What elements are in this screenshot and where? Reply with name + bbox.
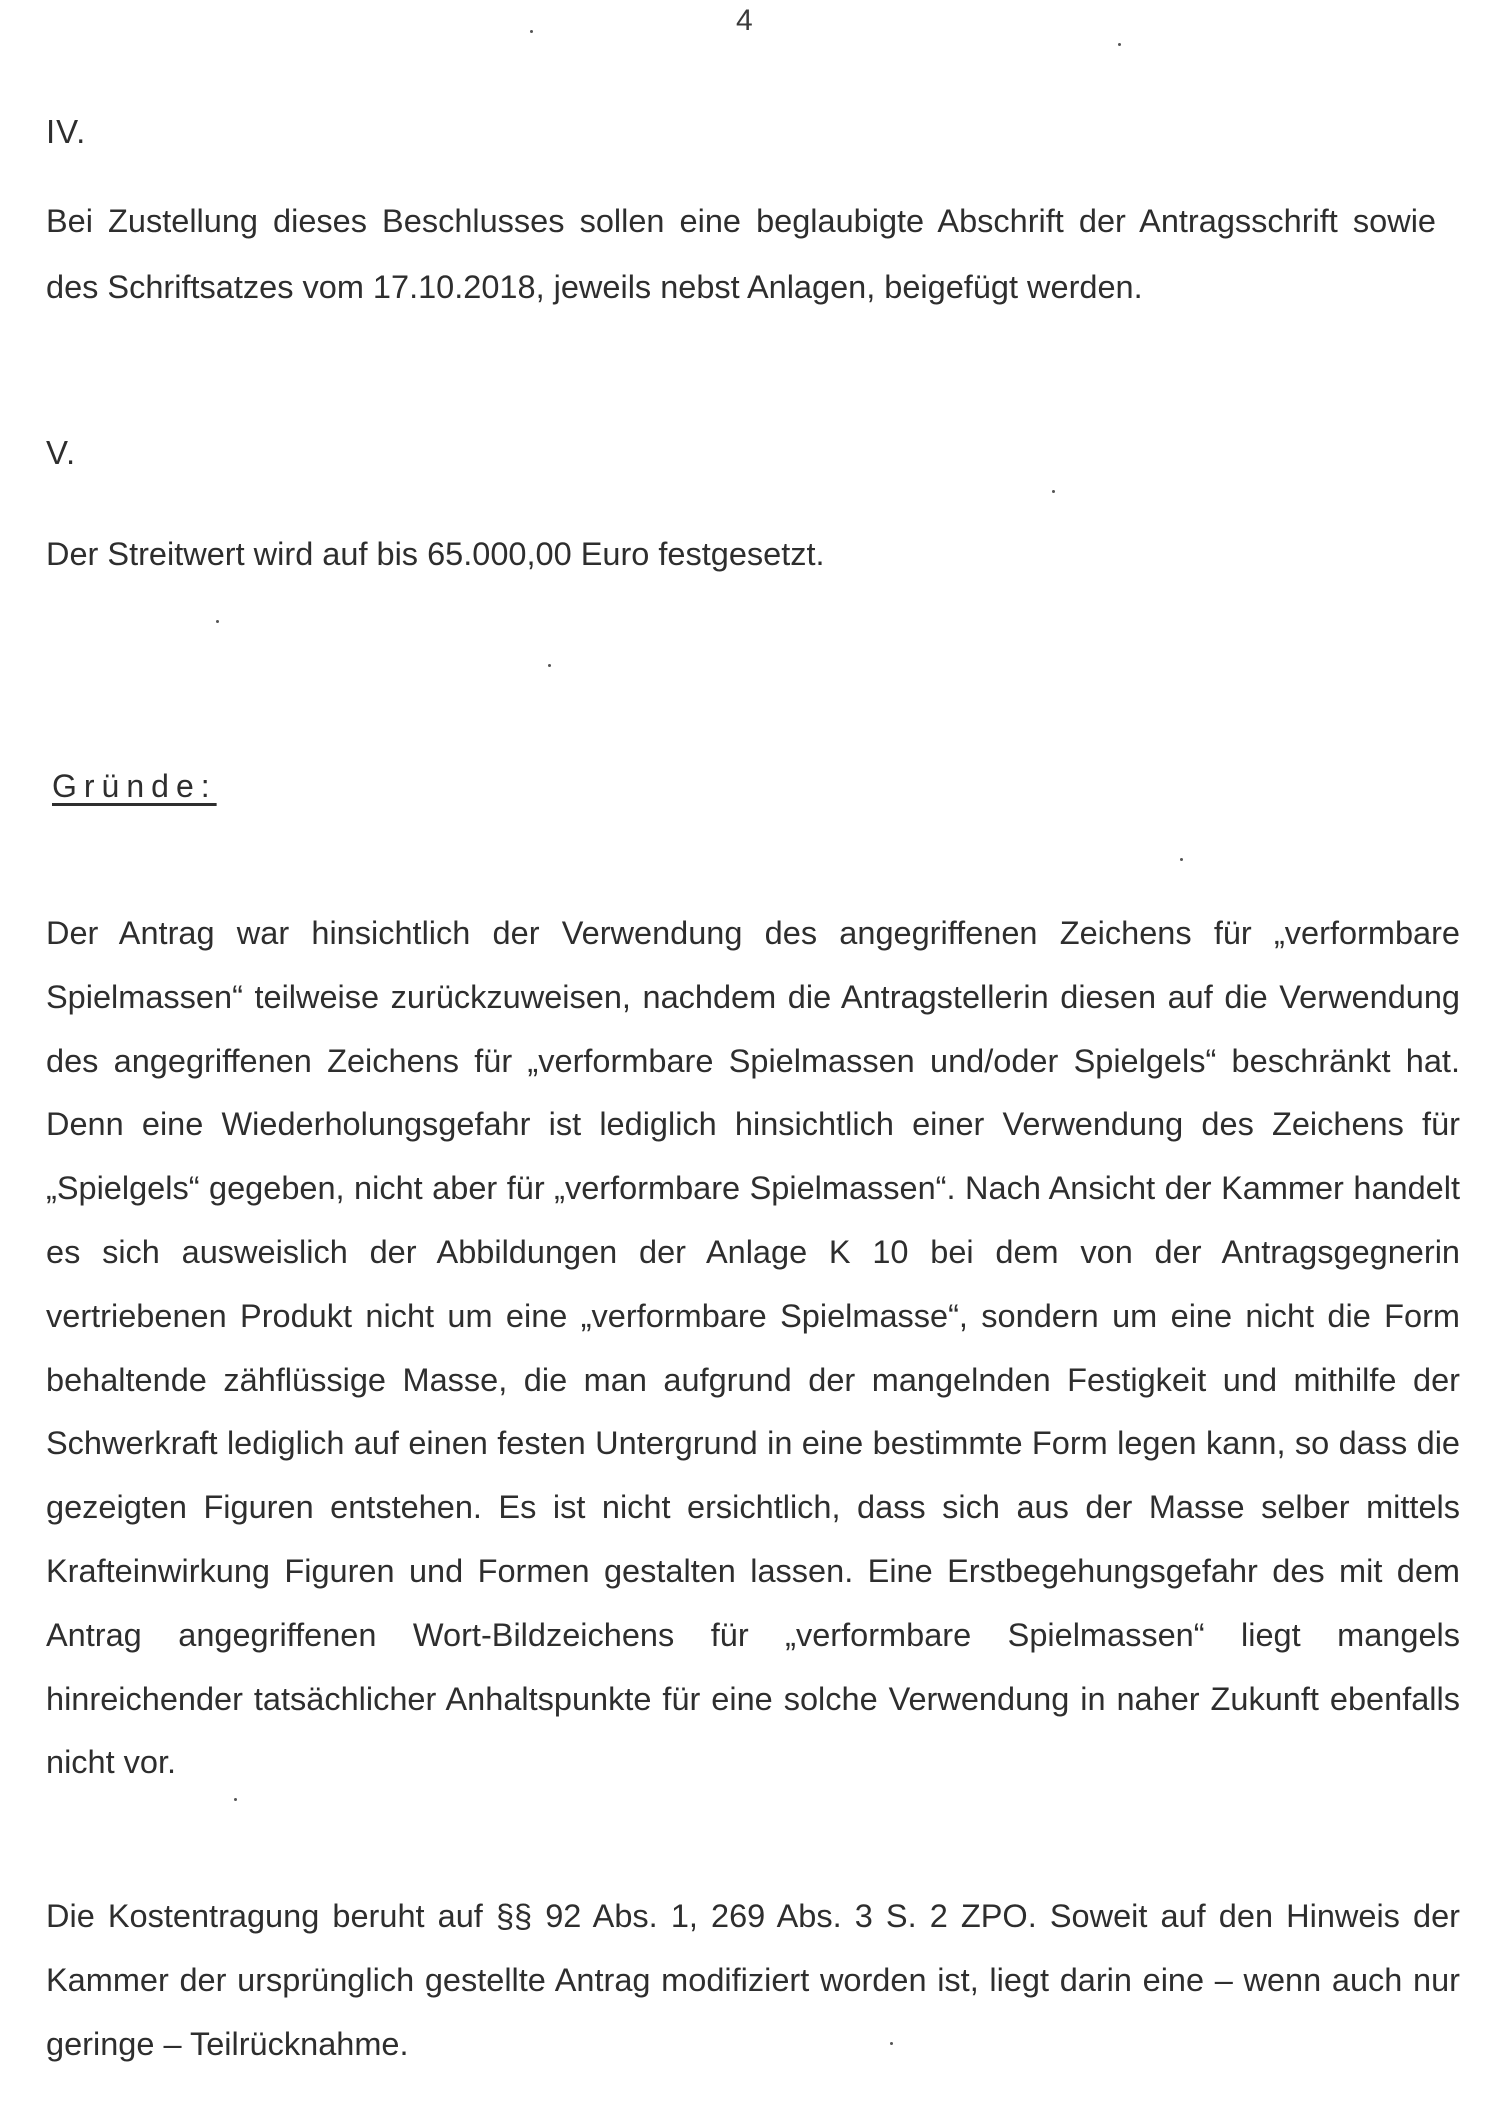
- scan-speck: [548, 664, 551, 667]
- scan-speck: [890, 2042, 893, 2045]
- gruende-paragraph-1: Der Antrag war hinsichtlich der Verwendung des angegriffenen Zeichens für „verformbare Spielmassen“ teilweise zurückzuweisen, nachdem die Antragstellerin diesen auf die Verwendung des angegriffenen Zeichens für „verformbare Spielmassen und/oder Spielgels“ beschränkt hat. Denn eine Wiederholungsgefahr ist lediglich hinsichtlich einer Verwendung des Zeichens für „Spielgels“ gegeben, nicht aber für „verformbare Spielmassen“. Nach Ansicht der Kammer handelt es sich ausweislich der Abbildungen der Anlage K 10 bei dem von der Antragsgegnerin vertriebenen Produkt nicht um eine „verformbare Spielmasse“, sondern um eine nicht die Form behaltende zähflüssige Masse, die man aufgrund der mangelnden Festigkeit und mithilfe der Schwerkraft lediglich auf einen festen Untergrund in eine bestimmte Form legen kann, so dass die gezeigten Figuren entstehen. Es ist nicht ersichtlich, dass sich aus der Masse selber mittels Krafteinwirkung Figuren und Formen gestalten lassen. Eine Erstbegehungsgefahr des mit dem Antrag angegriffenen Wort-Bildzeichens für „verformbare Spielmassen“ liegt mangels hinreichender tatsächlicher Anhaltspunkte für eine solche Verwendung in naher Zukunft ebenfalls nicht vor.: [46, 915, 1460, 1781]
- section-v-text: Der Streitwert wird auf bis 65.000,00 Euro festgesetzt.: [46, 536, 825, 572]
- section-v-label: V.: [46, 434, 77, 471]
- scan-speck: [1180, 858, 1183, 861]
- scan-speck: [530, 30, 533, 33]
- scan-speck: [234, 1798, 237, 1801]
- scan-speck: [216, 620, 219, 623]
- gruende-paragraph-2: Die Kostentragung beruht auf §§ 92 Abs. 1, 269 Abs. 3 S. 2 ZPO. Soweit auf den Hinweis der Kammer der ursprünglich gestellte Antrag modifiziert worden ist, liegt darin eine – wenn auch nur geringe – Teilrücknahme.: [46, 1898, 1460, 2062]
- scan-speck: [1118, 43, 1121, 46]
- section-iv-text: Bei Zustellung dieses Beschlusses sollen eine beglaubigte Abschrift der Antragsschrift sowie des Schriftsatzes vom 17.10.2018, jeweils nebst Anlagen, beigefügt werden.: [46, 203, 1436, 305]
- section-iv-label: IV.: [46, 113, 87, 150]
- page-number: 4: [736, 4, 753, 37]
- scan-speck: [1052, 490, 1055, 493]
- gruende-heading: Gründe:: [52, 768, 217, 804]
